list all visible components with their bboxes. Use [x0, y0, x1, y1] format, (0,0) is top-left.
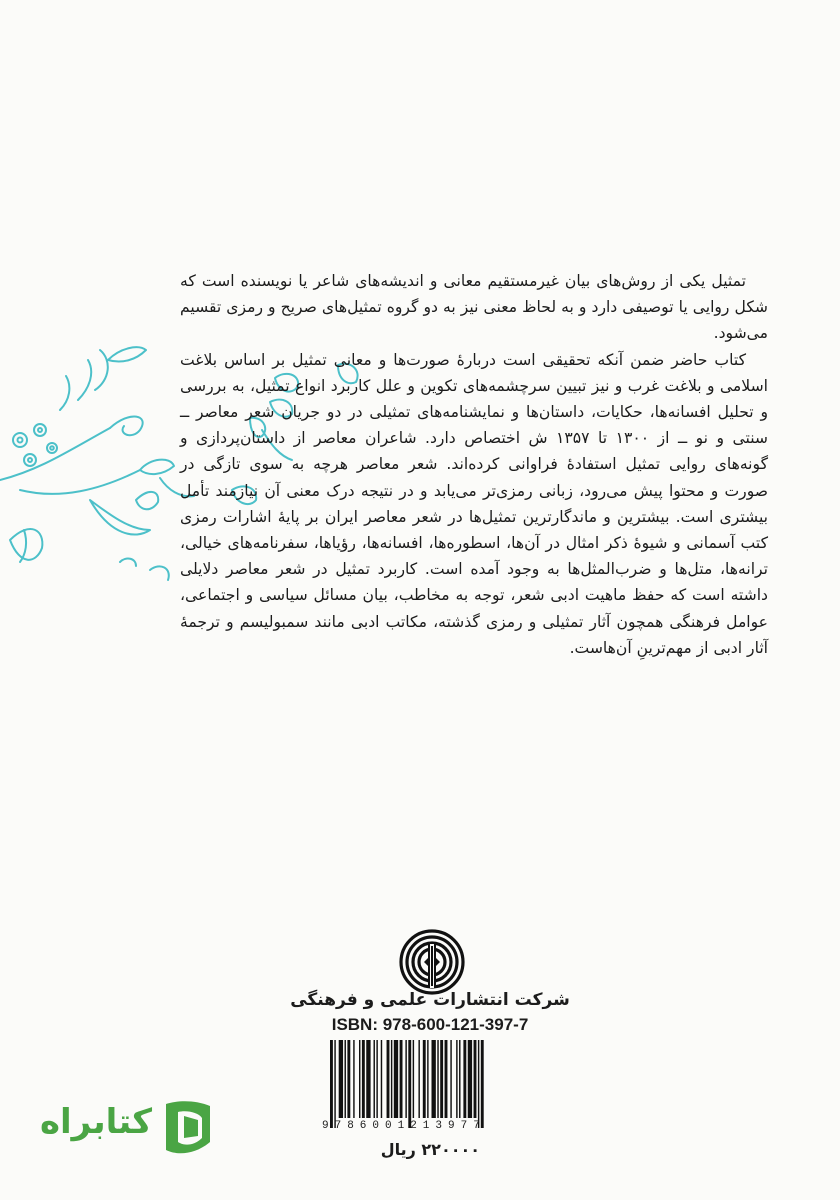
barcode-bar [423, 1040, 426, 1118]
barcode-bar [456, 1040, 457, 1118]
barcode-bar [432, 1040, 436, 1118]
barcode-bar [334, 1040, 335, 1128]
barcode-bar [366, 1040, 370, 1118]
description-paragraph-1: تمثیل یکی از روش‌های بیان غیرمستقیم معانی و اندیشه‌های شاعر یا نویسنده است که شکل روایی یا توصیفی دارد و به لحاظ معنی نیز به دو گروه تمثیل‌های صریح و رمزی تقسیم می‌شود. [180, 272, 768, 343]
barcode-bar [463, 1040, 466, 1118]
store-name: کتابراه [39, 1102, 152, 1142]
barcode-bar [339, 1040, 343, 1118]
barcode-bar [405, 1040, 406, 1118]
barcode-bar [359, 1040, 360, 1118]
barcode-bar [437, 1040, 438, 1118]
barcode-bar [478, 1040, 479, 1128]
barcode-bar [330, 1040, 333, 1128]
barcode-bar [418, 1040, 419, 1118]
barcode-bar [450, 1040, 451, 1118]
publisher-logo-icon [398, 928, 466, 996]
barcode-digits: 9786001213977 [322, 1120, 486, 1132]
barcode-bar [394, 1040, 398, 1118]
barcode-bar [440, 1040, 443, 1118]
barcode-bar [391, 1040, 392, 1118]
barcode-bar [468, 1040, 472, 1118]
barcode-bar [400, 1040, 403, 1118]
barcode-bar [408, 1040, 411, 1128]
barcode-bar [481, 1040, 484, 1128]
isbn-number: ISBN: 978-600-121-397-7 [331, 1015, 529, 1034]
barcode-bar [427, 1040, 428, 1118]
publisher-name: شرکت انتشارات علمی و فرهنگی [290, 990, 570, 1010]
description-paragraph-2: کتاب حاضر ضمن آنکه تحقیقی است دربارهٔ صورت‌ها و معانی تمثیل بر اساس بلاغت اسلامی و بلاغت غرب و نیز تبیین سرچشمه‌های تکوین و علل کاربرد انواع تمثیل، به بررسی و تحلیل افسانه‌ها، حکایات، داستان‌ها و نمایشنامه‌های تمثیلی در دو جریان شعر معاصر ــ سنتی و نو ــ از ۱۳۰۰ تا ۱۳۵۷ ش اختصاص دارد. شاعران معاصر از داستان‌پردازی و گونه‌های روایی تمثیل استفادهٔ فراوانی کرده‌اند. شعر معاصر هرچه به سوی تازگی در صورت و محتوا پیش می‌رود، زبانی رمزی‌تر می‌یابد و در نتیجه درک معنی آن نیازمند تأمل بیشتری است. بیشترین و ماندگارترین تمثیل‌ها در شعر معاصر ایران بر پایهٔ اشارات رمزی کتب آسمانی و شیوهٔ ذکر امثال در آن‌ها، اسطوره‌ها، افسانه‌ها، رؤیاها، سفرنامه‌های خیالی، ترانه‌ها، متل‌ها و ضرب‌المثل‌ها به وجود آمده است. کاربرد تمثیل در شعر معاصر دلایلی داشته است که حفظ ماهیت ادبی شعر، توجه به مخاطب، بیان مسائل سیاسی و اجتماعی، عوامل فرهنگی همچون آثار تمثیلی و رمزی گذشته، مکاتب ادبی مانند سمبولیسم و ترجمهٔ آثار ادبی از مهم‌ترینِ آن‌هاست. [180, 350, 768, 657]
barcode [326, 1040, 538, 1132]
barcode-bar [376, 1040, 377, 1118]
barcode-bar [362, 1040, 365, 1118]
barcode-bar [345, 1040, 346, 1118]
barcode-bar [445, 1040, 448, 1118]
price-label: ۲۲۰۰۰۰ ریال [380, 1140, 480, 1159]
barcode-bar [347, 1040, 350, 1118]
barcode-bar [374, 1040, 375, 1118]
barcode-bar [387, 1040, 390, 1118]
back-cover-description [180, 268, 768, 661]
barcode-bar [459, 1040, 460, 1118]
barcode-bar [413, 1040, 414, 1118]
barcode-bar [381, 1040, 382, 1118]
barcode-bar [353, 1040, 354, 1118]
barcode-bar [474, 1040, 477, 1118]
